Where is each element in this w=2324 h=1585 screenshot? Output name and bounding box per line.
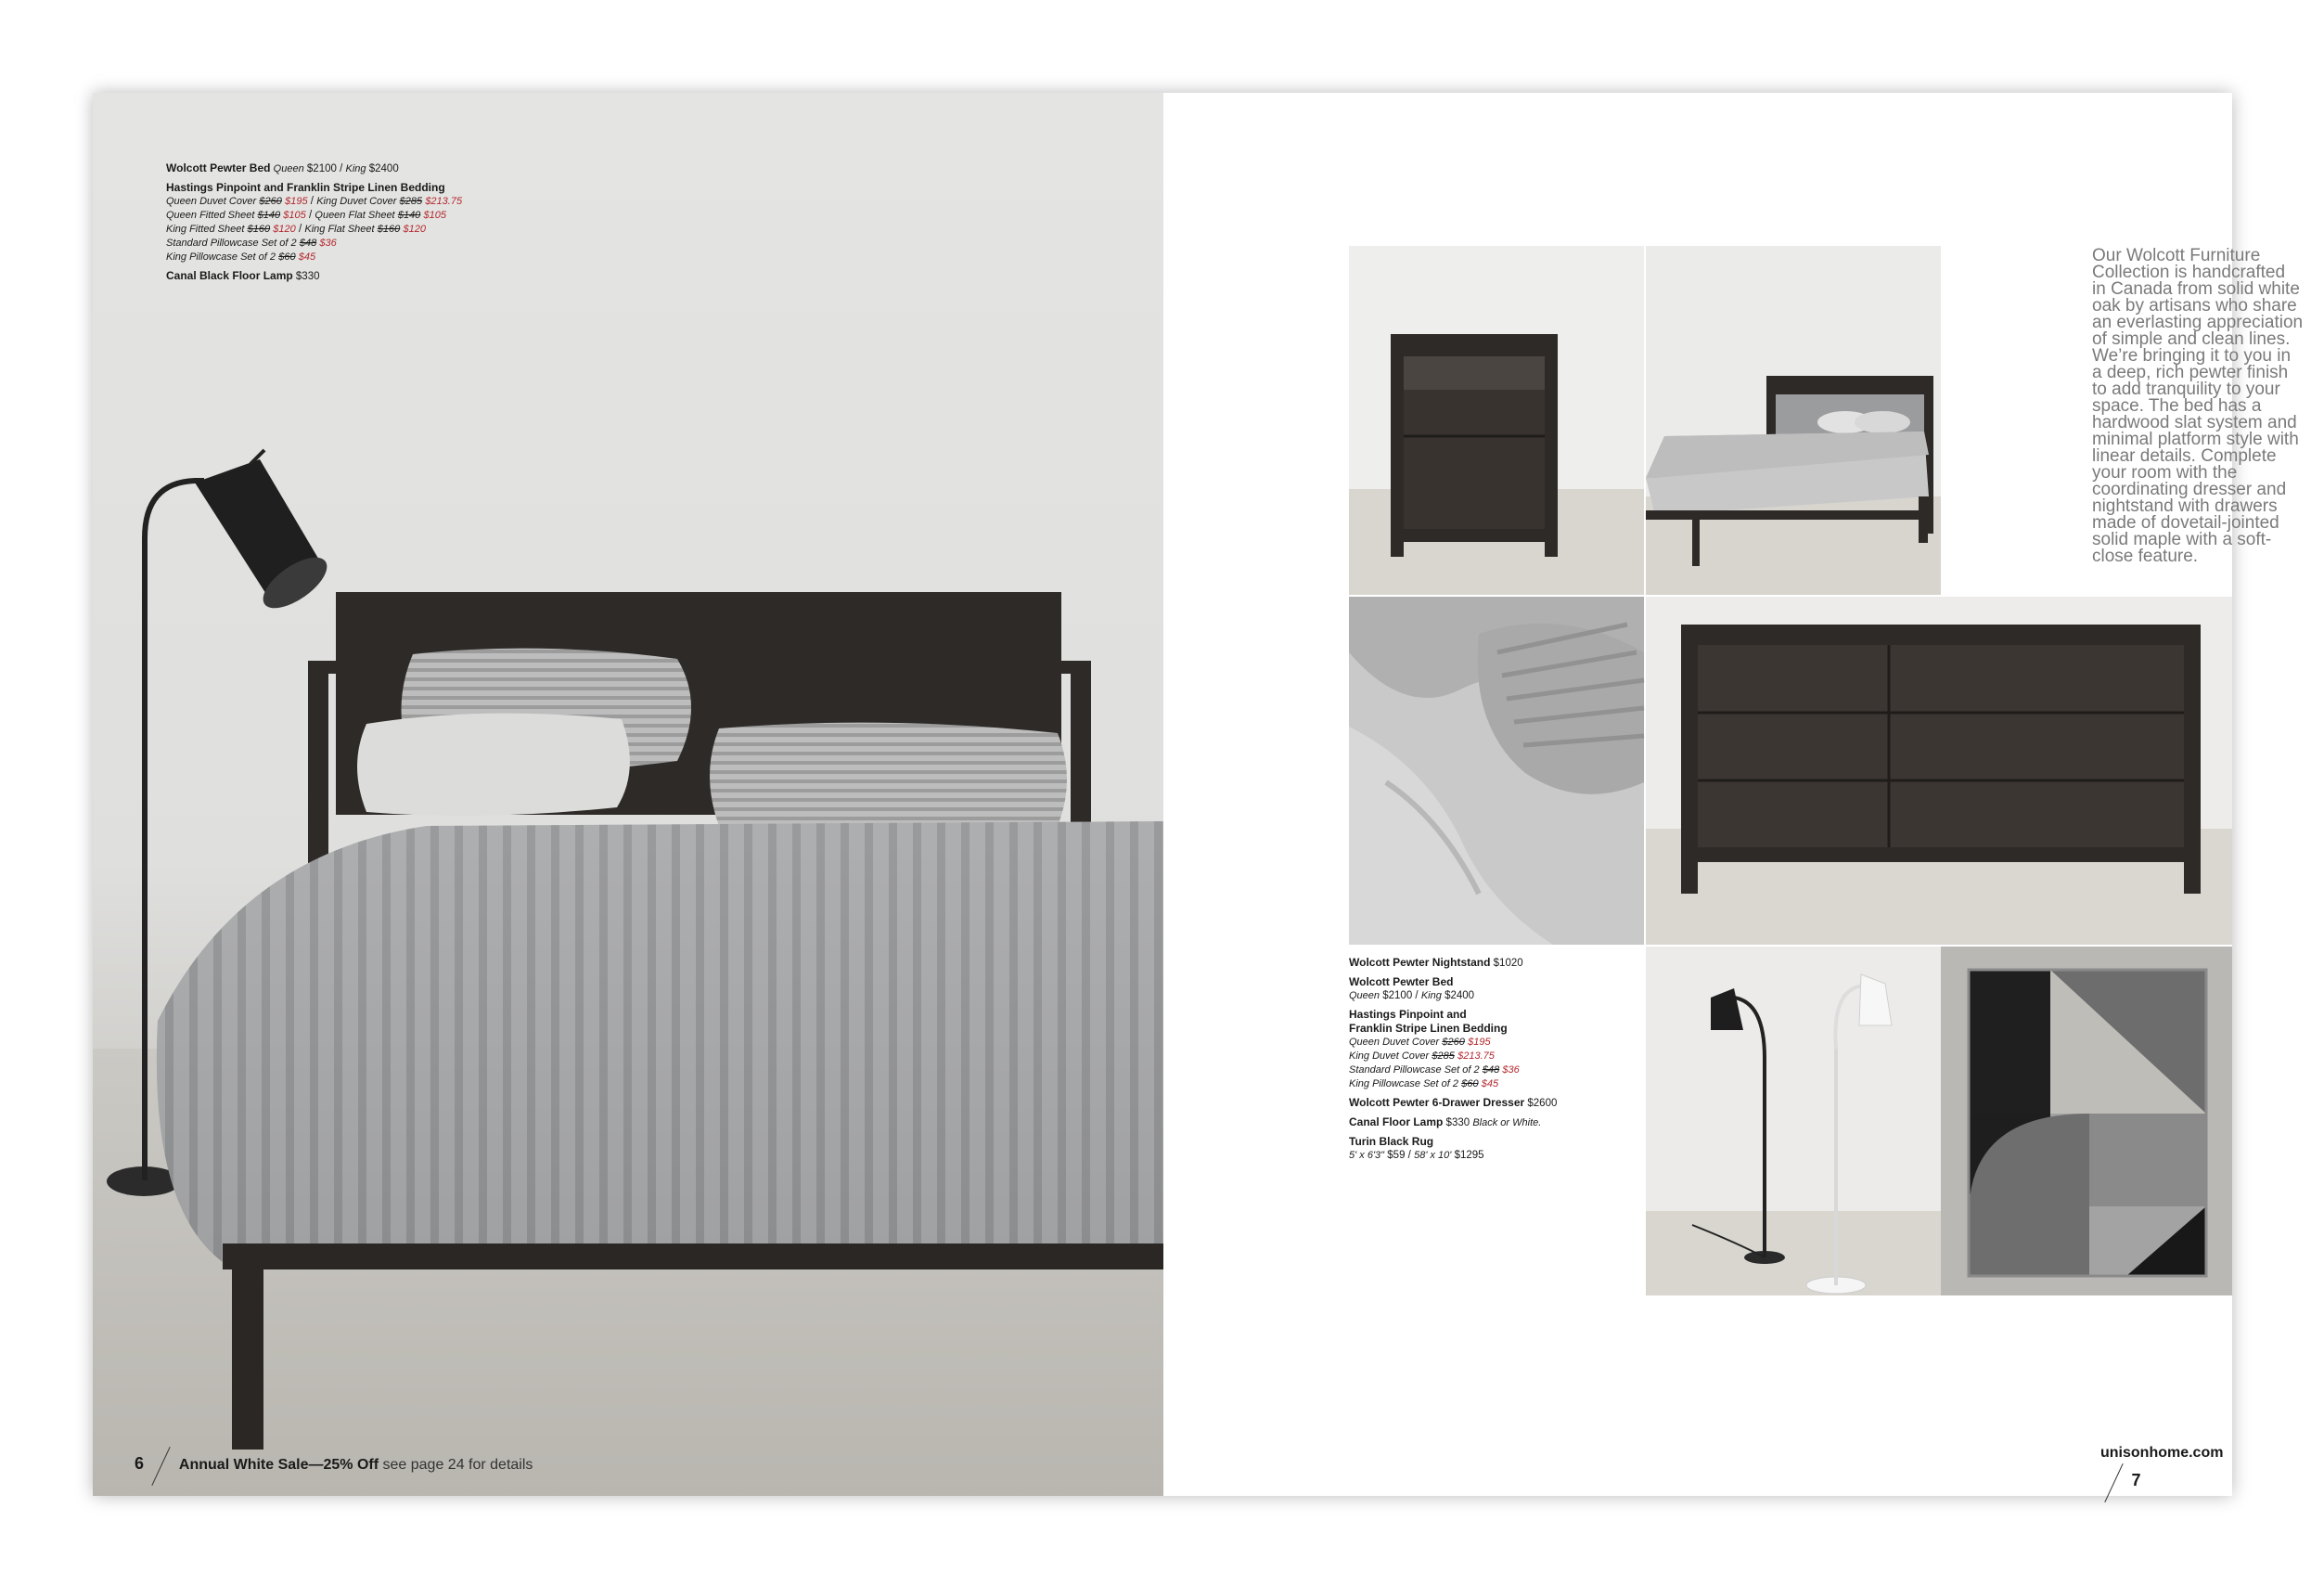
site-url: unisonhome.com [2100,1445,2224,1461]
intro-line: a deep, rich pewter finish [2092,363,2289,382]
bed-photo [1646,246,1941,595]
sale-price: $120 [403,224,426,235]
credit-lamp-note: Black or White. [1472,1117,1542,1128]
credit-bed-name-right: Wolcott Pewter Bed [1349,975,1454,988]
right-page [1163,93,2304,1496]
intro-line: to add tranquility to your [2092,380,2280,399]
separator: / [310,196,314,207]
sale-note: see page 24 for details [382,1457,533,1473]
intro-line: linear details. Complete [2092,446,2277,466]
separator: / [298,224,302,235]
sale-label: Annual White Sale—25% Off [178,1457,379,1473]
credit-rug-sep: / [1407,1150,1411,1161]
item-label: King Pillowcase Set of 2 [1349,1078,1459,1089]
item-label: King Duvet Cover [316,196,397,207]
catalog-spread [93,93,2304,1496]
sale-price: $105 [283,210,306,221]
floor-lamps-photo [1646,947,1941,1295]
credit-bed-queen-label: Queen [273,163,304,174]
sale-price: $45 [298,251,316,263]
item-label: King Duvet Cover [1349,1050,1430,1062]
price-line [1349,1077,1557,1091]
page-number-right: 7 [2131,1471,2141,1489]
item-label: Queen Duvet Cover [166,196,257,207]
sale-price: $105 [423,210,446,221]
credit-bed-king-label: King [345,163,366,174]
collection-intro [2092,248,2324,565]
credit-bedding-lines-right [1349,1036,1557,1091]
rug-photo [1941,947,2232,1295]
credit-lamp-name: Canal Black Floor Lamp [166,269,293,282]
left-footer [135,1445,533,1488]
intro-line: We’re bringing it to you in [2092,346,2292,366]
right-footer [2100,1445,2232,1504]
item-label: Queen Duvet Cover [1349,1037,1440,1048]
sale-price: $213.75 [425,196,463,207]
credit-separator: / [340,163,343,174]
intro-line: an everlasting appreciation [2092,313,2304,332]
item-label: Queen Fitted Sheet [166,210,255,221]
credit-lamp-price-right: $330 [1445,1117,1470,1128]
credit-bedding-title-1: Hastings Pinpoint and [1349,1008,1467,1021]
sale-price: $195 [285,196,308,207]
intro-line: space. The bed has a [2092,396,2262,416]
sale-price: $36 [1502,1064,1520,1076]
credit-separator-right: / [1415,990,1419,1001]
price-line [1349,1036,1557,1050]
sale-price: $36 [319,238,337,249]
intro-line: of simple and clean lines. [2092,329,2291,349]
price-line [166,195,462,209]
credit-dresser-price: $2600 [1527,1098,1558,1109]
price-line [166,251,462,264]
price-line [166,223,462,237]
credit-bed-king-price: $2400 [368,163,399,174]
original-price: $60 [1461,1078,1479,1089]
intro-line: coordinating dresser and [2092,480,2287,499]
left-page [93,93,1163,1496]
credit-bedding-title: Hastings Pinpoint and Franklin Stripe Linen Bedding [166,181,445,194]
credit-bedding-title-2: Franklin Stripe Linen Bedding [1349,1022,1508,1035]
credit-bed-queen-label-right: Queen [1349,990,1380,1001]
dresser-photo [1646,597,2232,945]
original-price: $285 [399,196,423,207]
intro-line: minimal platform style with [2092,430,2299,449]
original-price: $60 [278,251,296,263]
original-price: $48 [1482,1064,1500,1076]
separator: / [308,210,313,221]
credit-rug-price1: $59 [1387,1150,1406,1161]
page-number-left: 6 [135,1454,145,1473]
credit-rug-size2: 58' x 10' [1414,1150,1452,1161]
intro-line: oak by artisans who share [2092,296,2297,316]
credit-dresser-name: Wolcott Pewter 6-Drawer Dresser [1349,1096,1525,1109]
right-credits [1349,956,1557,1163]
credit-bed-queen-price-right: $2100 [1382,990,1413,1001]
item-label: Queen Flat Sheet [315,210,395,221]
item-label: Standard Pillowcase Set of 2 [1349,1064,1480,1076]
intro-line: close feature. [2092,547,2199,566]
credit-lamp-price: $330 [295,271,320,282]
credit-bedding-lines [166,195,462,264]
intro-line: in Canada from solid white [2092,279,2300,299]
sale-price: $120 [273,224,296,235]
price-line [1349,1063,1557,1077]
sale-price: $195 [1468,1037,1491,1048]
sale-price: $213.75 [1457,1050,1495,1062]
price-line [166,209,462,223]
original-price: $260 [259,196,282,207]
intro-line: hardwood slat system and [2092,413,2297,432]
folio-slash [152,1447,171,1486]
intro-line: Collection is handcrafted [2092,263,2286,282]
credit-nightstand-name: Wolcott Pewter Nightstand [1349,956,1491,969]
item-label: King Pillowcase Set of 2 [166,251,276,263]
nightstand-photo [1349,246,1644,595]
left-credits [166,161,462,284]
bedroom-photo [93,93,1163,1496]
original-price: $160 [377,224,401,235]
credit-bed-king-label-right: King [1420,990,1442,1001]
linen-closeup-photo [1349,597,1644,945]
item-label: King Fitted Sheet [166,224,245,235]
original-price: $160 [247,224,271,235]
credit-lamp-name-right: Canal Floor Lamp [1349,1115,1444,1128]
credit-bed-queen-price: $2100 [306,163,337,174]
price-line [1349,1050,1557,1063]
intro-line: nightstand with drawers [2092,496,2278,516]
credit-rug-name: Turin Black Rug [1349,1135,1434,1148]
sale-price: $45 [1481,1078,1499,1089]
intro-line: made of dovetail-jointed [2092,513,2279,533]
original-price: $48 [299,238,317,249]
intro-line: Our Wolcott Furniture [2092,246,2261,265]
original-price: $260 [1442,1037,1465,1048]
intro-line: your room with the [2092,463,2238,483]
item-label: King Flat Sheet [304,224,375,235]
original-price: $285 [1432,1050,1455,1062]
price-line [166,237,462,251]
credit-rug-size1: 5' x 6'3" [1349,1150,1385,1161]
folio-slash-right [2104,1463,2123,1502]
original-price: $140 [257,210,281,221]
credit-bed-king-price-right: $2400 [1444,990,1475,1001]
intro-line: solid maple with a soft- [2092,530,2272,549]
credit-bed-name: Wolcott Pewter Bed [166,161,271,174]
credit-nightstand-price: $1020 [1493,958,1523,969]
original-price: $140 [397,210,421,221]
item-label: Standard Pillowcase Set of 2 [166,238,297,249]
credit-rug-price2: $1295 [1454,1150,1484,1161]
